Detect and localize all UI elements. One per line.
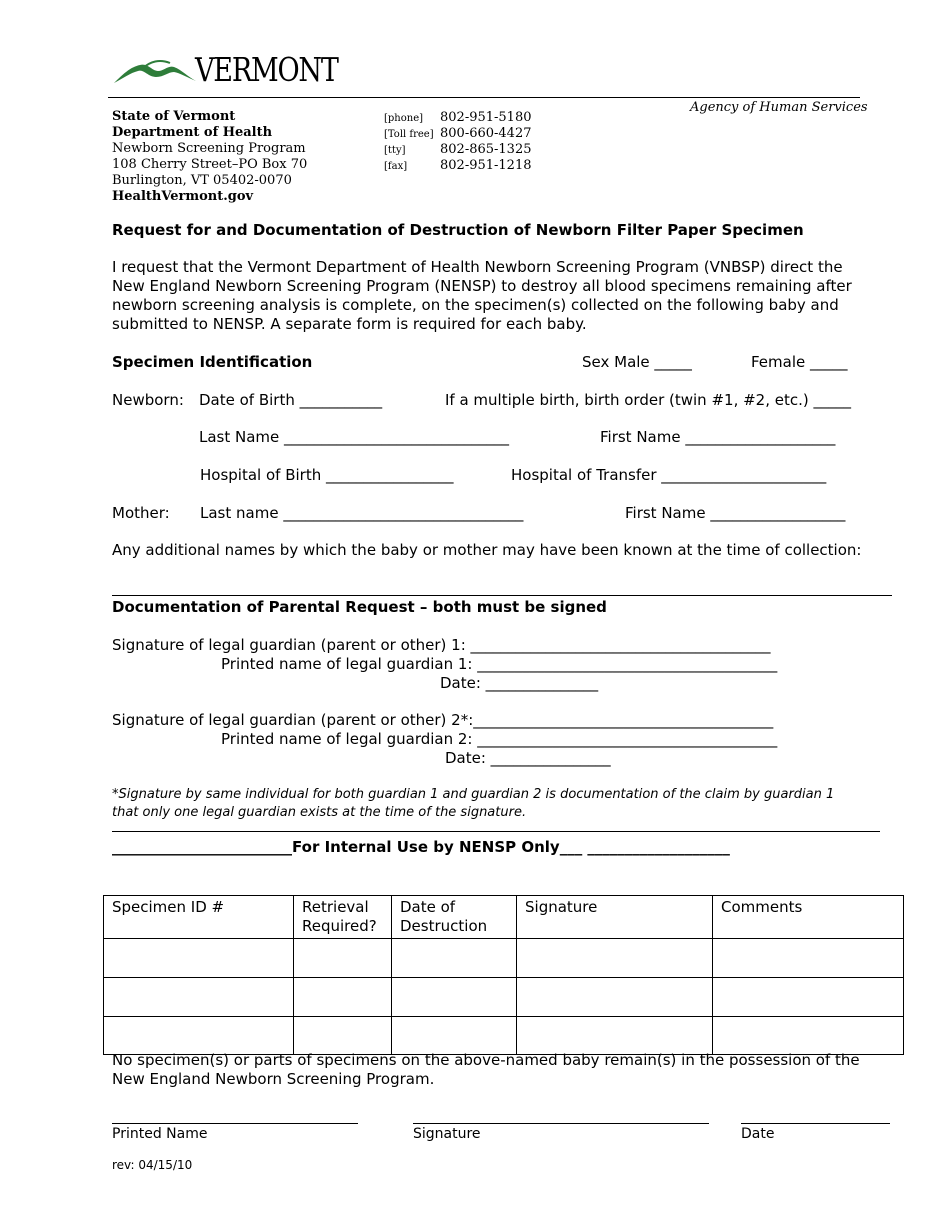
- contact-value: 802-865-1325: [440, 142, 532, 157]
- internal-lead-line: ________________________: [112, 838, 292, 856]
- table-cell[interactable]: [517, 978, 713, 1017]
- signature-label: Signature: [413, 1126, 481, 1142]
- date-label: Date: [741, 1126, 775, 1142]
- hospital-of-birth-field[interactable]: Hospital of Birth _________________: [200, 466, 454, 484]
- address-program: Newborn Screening Program: [112, 141, 306, 156]
- guardian-note-line: *Signature by same individual for both guardian 1 and guardian 2 is documentation of the claim by guardian 1: [112, 787, 835, 802]
- table-cell[interactable]: [294, 978, 392, 1017]
- address-department: Department of Health: [112, 125, 273, 140]
- header-date-destruction: [392, 896, 517, 939]
- guardian1-printed-name-field[interactable]: Printed name of legal guardian 1: ________________________________________: [221, 655, 778, 673]
- table-cell[interactable]: [517, 939, 713, 978]
- header-signature: [517, 896, 713, 939]
- table-row: [104, 1017, 904, 1055]
- sex-male-field[interactable]: Sex Male _____: [582, 353, 692, 371]
- parental-heading: Documentation of Parental Request – both must be signed: [112, 598, 607, 616]
- table-cell[interactable]: [713, 1017, 904, 1055]
- intro-paragraph: [112, 258, 852, 334]
- mountain-logo-icon: [112, 55, 198, 87]
- address-website: HealthVermont.gov: [112, 189, 254, 204]
- address-block: [112, 109, 307, 205]
- contact-block: [384, 106, 532, 173]
- internal-use-heading: For Internal Use by NENSP Only: [292, 838, 560, 856]
- guardian-note-line: that only one legal guardian exists at the time of the signature.: [112, 805, 527, 820]
- guardian2-printed-name-field[interactable]: Printed name of legal guardian 2: ________________________________________: [221, 730, 778, 748]
- revision-date: rev: 04/15/10: [112, 1158, 193, 1172]
- internal-tail-line: ___ ___________________: [559, 838, 730, 856]
- table-row: [104, 939, 904, 978]
- newborn-label: Newborn:: [112, 391, 184, 409]
- guardian1-signature-field[interactable]: Signature of legal guardian (parent or other) 1: ________________________________________: [112, 636, 771, 654]
- internal-use-banner: [112, 838, 730, 857]
- guardian1-date-field[interactable]: Date: _______________: [440, 674, 599, 692]
- specimen-heading: Specimen Identification: [112, 353, 313, 371]
- intro-line: New England Newborn Screening Program (NENSP) to destroy all blood specimens remaining after: [112, 277, 852, 295]
- header-specimen-id: [104, 896, 294, 939]
- newborn-last-name-field[interactable]: Last Name ______________________________: [199, 428, 510, 446]
- header-line: Retrieval: [302, 898, 369, 916]
- header-line: Comments: [721, 898, 803, 916]
- printed-name-label: Printed Name: [112, 1126, 208, 1142]
- agency-name: Agency of Human Services: [690, 100, 868, 115]
- header-line: Date of: [400, 898, 456, 916]
- table-row: [104, 978, 904, 1017]
- table-cell[interactable]: [104, 939, 294, 978]
- table-cell[interactable]: [294, 1017, 392, 1055]
- header-line: Specimen ID #: [112, 898, 225, 916]
- logo-text: VERMONT: [195, 50, 338, 89]
- header-line: Required?: [302, 917, 377, 935]
- intro-line: newborn screening analysis is complete, on the specimen(s) collected on the following baby and: [112, 296, 839, 314]
- mother-last-name-field[interactable]: Last name ________________________________: [200, 504, 524, 522]
- date-of-birth-field[interactable]: Date of Birth ___________: [199, 391, 383, 409]
- guardian-note: [112, 786, 834, 822]
- guardian2-signature-field[interactable]: Signature of legal guardian (parent or other) 2*:________________________________________: [112, 711, 774, 729]
- statement-line: No specimen(s) or parts of specimens on the above-named baby remain(s) in the possession of the: [112, 1051, 860, 1069]
- intro-line: submitted to NENSP. A separate form is required for each baby.: [112, 315, 587, 333]
- additional-names-line[interactable]: [112, 595, 892, 596]
- header-line: Signature: [525, 898, 598, 916]
- contact-label: [fax]: [384, 161, 408, 172]
- specimen-table: [103, 895, 904, 1055]
- header-comments: [713, 896, 904, 939]
- table-cell[interactable]: [517, 1017, 713, 1055]
- newborn-first-name-field[interactable]: First Name ____________________: [600, 428, 836, 446]
- table-header-row: [104, 896, 904, 939]
- date-line[interactable]: [741, 1123, 890, 1124]
- contact-value: 800-660-4427: [440, 126, 532, 141]
- address-state: State of Vermont: [112, 109, 236, 124]
- mother-label: Mother:: [112, 504, 170, 522]
- statement-line: New England Newborn Screening Program.: [112, 1070, 435, 1088]
- contact-label: [tty]: [384, 145, 406, 156]
- birth-order-field[interactable]: If a multiple birth, birth order (twin #1, #2, etc.) _____: [445, 391, 851, 409]
- contact-label: [Toll free]: [384, 129, 434, 140]
- form-title: Request for and Documentation of Destruction of Newborn Filter Paper Specimen: [112, 221, 804, 239]
- table-cell[interactable]: [104, 1017, 294, 1055]
- table-cell[interactable]: [392, 978, 517, 1017]
- header-retrieval: [294, 896, 392, 939]
- table-cell[interactable]: [392, 1017, 517, 1055]
- intro-line: I request that the Vermont Department of Health Newborn Screening Program (VNBSP) direct the: [112, 258, 843, 276]
- table-cell[interactable]: [713, 939, 904, 978]
- table-cell[interactable]: [104, 978, 294, 1017]
- destruction-statement: [112, 1051, 860, 1089]
- table-cell[interactable]: [392, 939, 517, 978]
- guardian2-date-field[interactable]: Date: ________________: [445, 749, 611, 767]
- signature-line[interactable]: [413, 1123, 709, 1124]
- address-city: Burlington, VT 05402-0070: [112, 173, 292, 188]
- sex-female-field[interactable]: Female _____: [751, 353, 848, 371]
- contact-value: 802-951-5180: [440, 110, 532, 125]
- table-cell[interactable]: [294, 939, 392, 978]
- contact-value: 802-951-1218: [440, 158, 532, 173]
- address-street: 108 Cherry Street–PO Box 70: [112, 157, 308, 172]
- table-cell[interactable]: [713, 978, 904, 1017]
- printed-name-line[interactable]: [112, 1123, 358, 1124]
- header-line: Destruction: [400, 917, 488, 935]
- hospital-of-transfer-field[interactable]: Hospital of Transfer ______________________: [511, 466, 827, 484]
- additional-names-label: Any additional names by which the baby or mother may have been known at the time of collection:: [112, 541, 862, 559]
- mother-first-name-field[interactable]: First Name __________________: [625, 504, 846, 522]
- contact-label: [phone]: [384, 113, 424, 124]
